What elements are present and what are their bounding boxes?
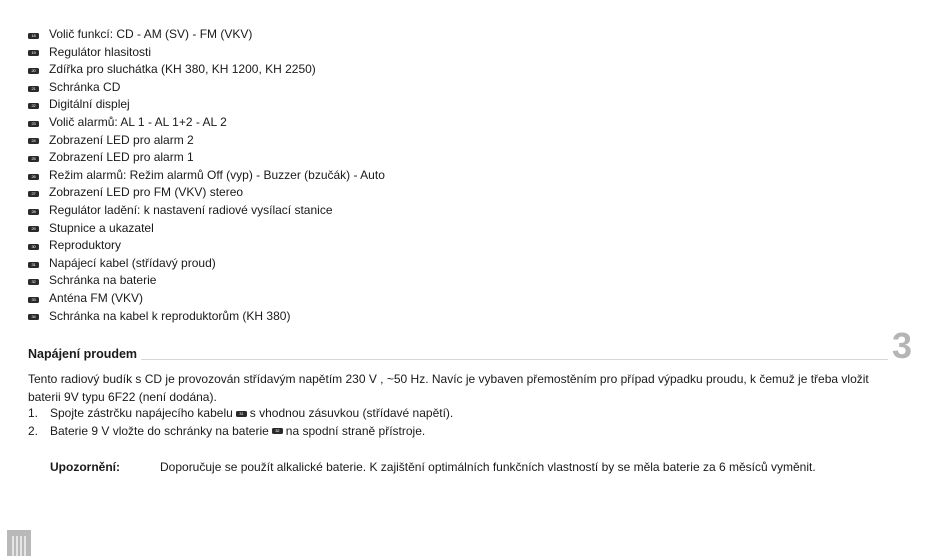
step-number: 2. [28,423,39,438]
list-item [28,290,385,308]
number-badge: 27 [28,191,39,197]
step-text: Baterie 9 V vložte do schránky na baterie [50,423,269,438]
feature-text: Digitální displej [49,97,130,112]
number-badge: 25 [28,156,39,162]
step-item [28,423,453,441]
steps-list [28,405,453,440]
page-tab-icon [7,530,31,556]
step-text: s vhodnou zásuvkou (střídavé napětí). [249,406,454,420]
feature-text: Stupnice a ukazatel [49,220,154,235]
number-badge: 31 [236,411,247,417]
section-title: Napájení proudem [28,346,141,362]
list-item [28,308,385,326]
number-badge: 24 [28,138,39,144]
feature-list [28,26,385,325]
feature-text: Reproduktory [49,238,122,253]
section-divider [28,359,888,360]
list-item [28,132,385,150]
section-header [28,346,888,362]
number-badge: 30 [28,244,39,250]
feature-text: Volič alarmů: AL 1 - AL 1+2 - AL 2 [49,114,227,129]
list-item [28,202,385,220]
number-badge: 33 [28,297,39,303]
feature-text: Zobrazení LED pro FM (VKV) stereo [49,185,244,200]
note-text: Doporučuje se použít alkalické baterie. K zajištění optimálních funkčních vlastností by se měla baterie za 6 měsíců vyměnit. [160,460,816,474]
number-badge: 18 [28,33,39,39]
list-item [28,96,385,114]
note-label: Upozornění: [50,460,120,474]
list-item [28,272,385,290]
list-item [28,255,385,273]
feature-text: Anténa FM (VKV) [49,290,144,305]
feature-text: Volič funkcí: CD - AM (SV) - FM (VKV) [49,27,253,41]
list-item [28,26,385,44]
list-item [28,167,385,185]
feature-text: Schránka CD [49,79,121,94]
feature-text: Schránka na kabel k reproduktorům (KH 380) [49,308,291,323]
list-item [28,184,385,202]
feature-text: Schránka na baterie [49,273,157,288]
list-item [28,61,385,79]
feature-text: Zobrazení LED pro alarm 1 [49,150,194,165]
feature-text: Zobrazení LED pro alarm 2 [49,132,194,147]
number-badge: 20 [28,68,39,74]
feature-text: Zdířka pro sluchátka (KH 380, KH 1200, KH 2250) [49,62,316,77]
list-item [28,237,385,255]
number-badge: 29 [28,226,39,232]
number-badge: 26 [28,174,39,180]
number-badge: 19 [28,50,39,56]
number-badge: 21 [28,86,39,92]
number-badge: 32 [272,428,283,434]
note-block [50,459,816,476]
list-item [28,220,385,238]
intro-paragraph: Tento radiový budík s CD je provozován střídavým napětím 230 V , ~50 Hz. Navíc je vybaven přemostěním pro případ výpadku proudu, k čemuž je třeba vložit baterii 9V typu 6F22 (není dodána). [28,372,869,404]
feature-text: Napájecí kabel (střídavý proud) [49,255,216,270]
step-text: na spodní straně přístroje. [285,423,426,438]
number-badge: 32 [28,279,39,285]
feature-text: Režim alarmů: Režim alarmů Off (vyp) - Buzzer (bzučák) - Auto [49,167,385,182]
number-badge: 31 [28,262,39,268]
step-text: Spojte zástrčku napájecího kabelu [50,406,233,420]
page-number: 3 [891,325,912,366]
list-item [28,44,385,62]
step-item [28,405,453,423]
feature-text: Regulátor hlasitosti [49,44,152,59]
list-item [28,149,385,167]
number-badge: 34 [28,314,39,320]
number-badge: 28 [28,209,39,215]
feature-text: Regulátor ladění: k nastavení radiové vysílací stanice [49,202,333,217]
number-badge: 23 [28,121,39,127]
list-item [28,79,385,97]
number-badge: 22 [28,103,39,109]
list-item [28,114,385,132]
step-number: 1. [28,406,39,420]
